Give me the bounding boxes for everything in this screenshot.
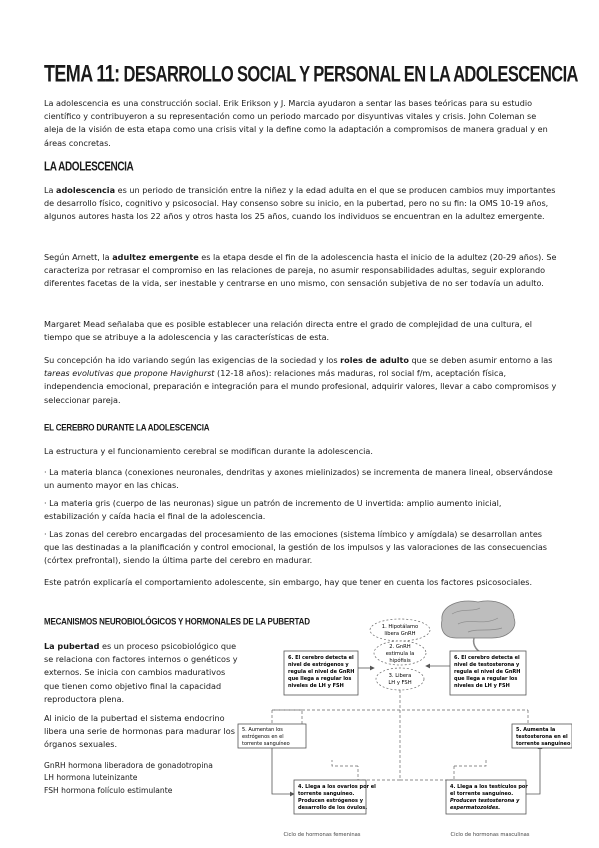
box-4-female-line-2: torrente sanguíneo. — [298, 791, 355, 797]
step-1-line-1: 1. Hipotálamo — [381, 624, 419, 630]
bullet-zonas-cerebro: · Las zonas del cerebro encargadas del procesamiento de las emociones (sistema límbico y amígdala) se desarrollan antes que las destinadas a la planificación y control emocional, la gestión de los impulsos y las valoraciones de las consecuencias (córtex prefrontal), siendo la última parte del cerebro en madurar. — [44, 529, 547, 566]
box-4-female-line-1: 4. Llega a los ovarios por el — [298, 784, 376, 790]
box-6-female — [284, 651, 358, 695]
text: es un proceso psicobiológico que se relaciona con factores internos o genéticos y externos. Se inicia con cambios madurativos que tienen como objetivo final la capacidad reproductora plena. — [44, 641, 238, 704]
term-adultez-emergente: adultez emergente — [112, 252, 199, 262]
hormone-cycle-diagram — [228, 600, 572, 840]
box-5-male-line-1: 5. Aumenta la — [516, 727, 556, 733]
box-6-female-line-5: niveles de LH y FSH — [288, 683, 344, 689]
box-6-female-line-1: 6. El cerebro detecta el — [288, 655, 354, 661]
step-2-line-2: estimula la — [385, 651, 415, 657]
paragraph-adultez-emergente — [44, 251, 558, 291]
text: es un periodo de transición entre la niñez y la edad adulta en el que se producen cambios muy importantes de desarrollo físico, cognitivo y psicosocial. Hay consenso sobre su inicio, en la pubertad, pero no su fin: la OMS 10-19 años, algunos autores hasta los 22 años y otros hasta los 25 años, cuando los individuos se encuentran en la adultez emergente. — [44, 185, 556, 222]
term-roles-adulto: roles de adulto — [340, 355, 409, 365]
paragraph-patron: Este patrón explicaría el comportamiento adolescente, sin embargo, hay que tener en cuenta los factores psicosociales. — [44, 577, 533, 587]
box-4-female — [294, 780, 376, 814]
box-6-male-line-5: niveles de LH y FSH — [454, 683, 510, 689]
box-5-female-line-1: 5. Aumentan los — [242, 727, 283, 733]
box-6-male-line-1: 6. El cerebro detecta el — [454, 655, 520, 661]
step-2-line-1: 2. GnRH — [389, 644, 411, 650]
brain-illustration — [442, 601, 515, 654]
intro-paragraph: La adolescencia es una construcción social. Erik Erikson y J. Marcia ayudaron a sentar las bases teóricas para su estudio científico y contribuyeron a su representación como un periodo marcado por disyuntivas vitales y crisis. John Coleman se aleja de la visión de esta etapa como una crisis vital y la define como la adaptación a compromisos de manera gradual y en áreas concretas. — [44, 98, 548, 148]
section-heading-cerebro: EL CEREBRO DURANTE LA ADOLESCENCIA — [44, 422, 210, 433]
box-5-female-line-2: estrógenos en el — [242, 734, 284, 740]
hormone-lh: LH hormona luteinizante — [44, 773, 138, 783]
bullet-materia-blanca: · La materia blanca (conexiones neuronales, dendritas y axones mielinizados) se incrementa de manera lineal, observándose un aumento mayor en las chicas. — [44, 467, 553, 491]
box-4-female-line-3: Producen estrógenos y — [298, 798, 363, 804]
text: es la etapa desde el fin de la adolescencia hasta el inicio de la adultez (20-29 años). Se caracteriza por retrasar el compromiso en las relaciones de pareja, no asumir responsabilidades adultas, seguir explorando diferentes facetas de la vida, ser inestable y centrarse en uno mismo, con sensación subjetiva de no ser todavía un adulto. — [44, 252, 557, 289]
box-4-male-line-4: espermatozoides. — [450, 805, 501, 811]
paragraph-adolescencia — [44, 184, 558, 224]
step-3-line-2: LH y FSH — [388, 680, 412, 686]
paragraph-margaret-mead: Margaret Mead señalaba que es posible establecer una relación directa entre el grado de complejidad de una cultura, el tiempo que se atribuye a la adolescencia y las características de esta. — [44, 319, 532, 343]
box-4-female-line-4: desarrollo de los óvulos. — [298, 805, 368, 811]
box-4-male-line-1: 4. Llega a los testículos por — [450, 784, 528, 790]
step-1-ellipse — [370, 619, 430, 641]
box-6-male — [450, 651, 526, 695]
box-6-male-line-2: nivel de testosterona y — [454, 662, 520, 668]
text: Su concepción ha ido variando según las exigencias de la sociedad y los — [44, 355, 341, 365]
text: que se deben asumir entorno a las — [408, 355, 553, 365]
box-5-male-line-3: torrente sanguíneo — [516, 741, 571, 747]
box-5-male-line-2: testosterona en el — [516, 734, 568, 740]
text: (12-18 años): relaciones más maduras, rol social f/m, aceptación física, independencia emocional, preparación e integración para el mundo profesional, adquirir valores, llevar a cabo compromisos y seleccionar pareja. — [44, 368, 557, 405]
section-heading-mecanismos: MECANISMOS NEUROBIOLÓGICOS Y HORMONALES DE LA PUBERTAD — [44, 616, 310, 627]
title-lead: TEMA 11: — [44, 60, 120, 87]
box-6-female-line-2: nivel de estrógenos y — [288, 662, 349, 668]
section-heading-adolescencia: LA ADOLESCENCIA — [44, 160, 134, 175]
hormone-fsh: FSH hormona folículo estimulante — [44, 785, 173, 795]
box-5-female — [238, 724, 306, 748]
box-5-male — [512, 724, 572, 748]
text: La — [44, 185, 57, 195]
step-1-line-2: libera GnRH — [384, 631, 416, 637]
box-5-female-line-3: torrente sanguíneo — [242, 741, 290, 747]
box-6-male-line-4: que llega a regular los — [454, 676, 518, 682]
caption-male-cycle: Ciclo de hormonas masculinas — [450, 832, 530, 838]
paragraph-cerebro-intro: La estructura y el funcionamiento cerebral se modifican durante la adolescencia. — [44, 446, 373, 456]
box-6-female-line-4: que llega a regular los — [288, 676, 352, 682]
step-2-ellipse — [374, 641, 426, 665]
page-title — [44, 60, 578, 88]
term-pubertad: La pubertad — [44, 641, 100, 651]
paragraph-sistema-endocrino: Al inicio de la pubertad el sistema endocrino libera una serie de hormonas para madurar los órganos sexuales. — [44, 713, 235, 750]
box-6-male-line-3: regula el nivel de GnRH — [454, 669, 521, 675]
step-3-line-1: 3. Libera — [388, 673, 412, 679]
paragraph-pubertad — [44, 640, 240, 706]
bullet-materia-gris: · La materia gris (cuerpo de las neuronas) sigue un patrón de incremento de U invertida: amplio aumento inicial, estabilización y caída hacia el final de la adolescencia. — [44, 498, 502, 522]
box-4-male-line-2: el torrente sanguíneo. — [450, 791, 514, 797]
title-rest: DESARROLLO SOCIAL Y PERSONAL EN LA ADOLESCENCIA — [119, 62, 578, 87]
hormone-list — [44, 760, 213, 797]
term-adolescencia: adolescencia — [56, 185, 116, 195]
hormone-gnrh: GnRH hormona liberadora de gonadotropina — [44, 761, 213, 770]
box-4-male — [446, 780, 528, 814]
paragraph-tareas-evolutivas — [44, 354, 558, 407]
term-havighurst: tareas evolutivas que propone Havighurst — [44, 368, 215, 379]
box-4-male-line-3: Producen testosterona y — [450, 798, 520, 804]
box-6-female-line-3: regula el nivel de GnRH — [288, 669, 355, 675]
text: Según Arnett, la — [44, 252, 113, 262]
step-2-line-3: hipófisis — [389, 658, 411, 664]
caption-female-cycle: Ciclo de hormonas femeninas — [283, 832, 361, 838]
step-3-ellipse — [376, 668, 424, 690]
